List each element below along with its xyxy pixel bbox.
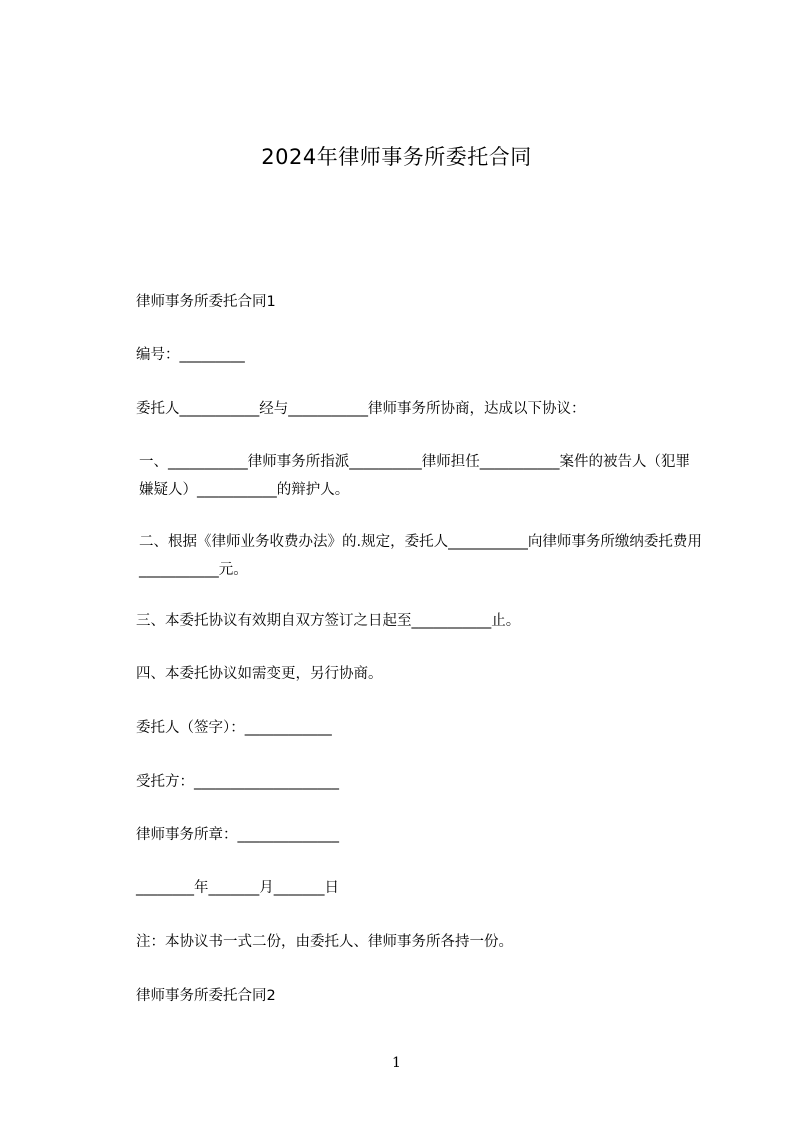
document-title: 2024年律师事务所委托合同 [261,145,532,169]
section-heading-2: 律师事务所委托合同2 [136,988,276,1004]
clause-4: 四、本委托协议如需变更，另行协商。 [136,666,383,682]
clause-2 [103,528,703,584]
client-signature-line: 委托人（签字）：____________ [136,720,332,736]
date-line: ________年_______月_______日 [136,880,339,896]
agent-signature-line: 受托方：____________________ [136,774,339,790]
clause-3: 三、本委托协议有效期自双方签订之日起至___________止。 [136,613,521,629]
clause-2-text: 二、根据《律师业务收费办法》的.规定，委托人___________向律师事务所缴纳委托费用___________元。 [139,534,702,578]
page-number: 1 [392,1055,401,1071]
firm-seal-line: 律师事务所章：______________ [136,827,339,843]
note-line: 注：本协议书一式二份，由委托人、律师事务所各持一份。 [136,934,513,950]
contract-number-line: 编号：_________ [136,347,245,363]
intro-line: 委托人___________经与___________律师事务所协商，达成以下协议： [136,401,586,417]
clause-1-text: 一、___________律师事务所指派__________律师担任___________案件的被告人（犯罪嫌疑人）___________的辩护人。 [139,454,690,498]
section-heading-1: 律师事务所委托合同1 [136,294,276,310]
clause-1 [103,448,703,504]
